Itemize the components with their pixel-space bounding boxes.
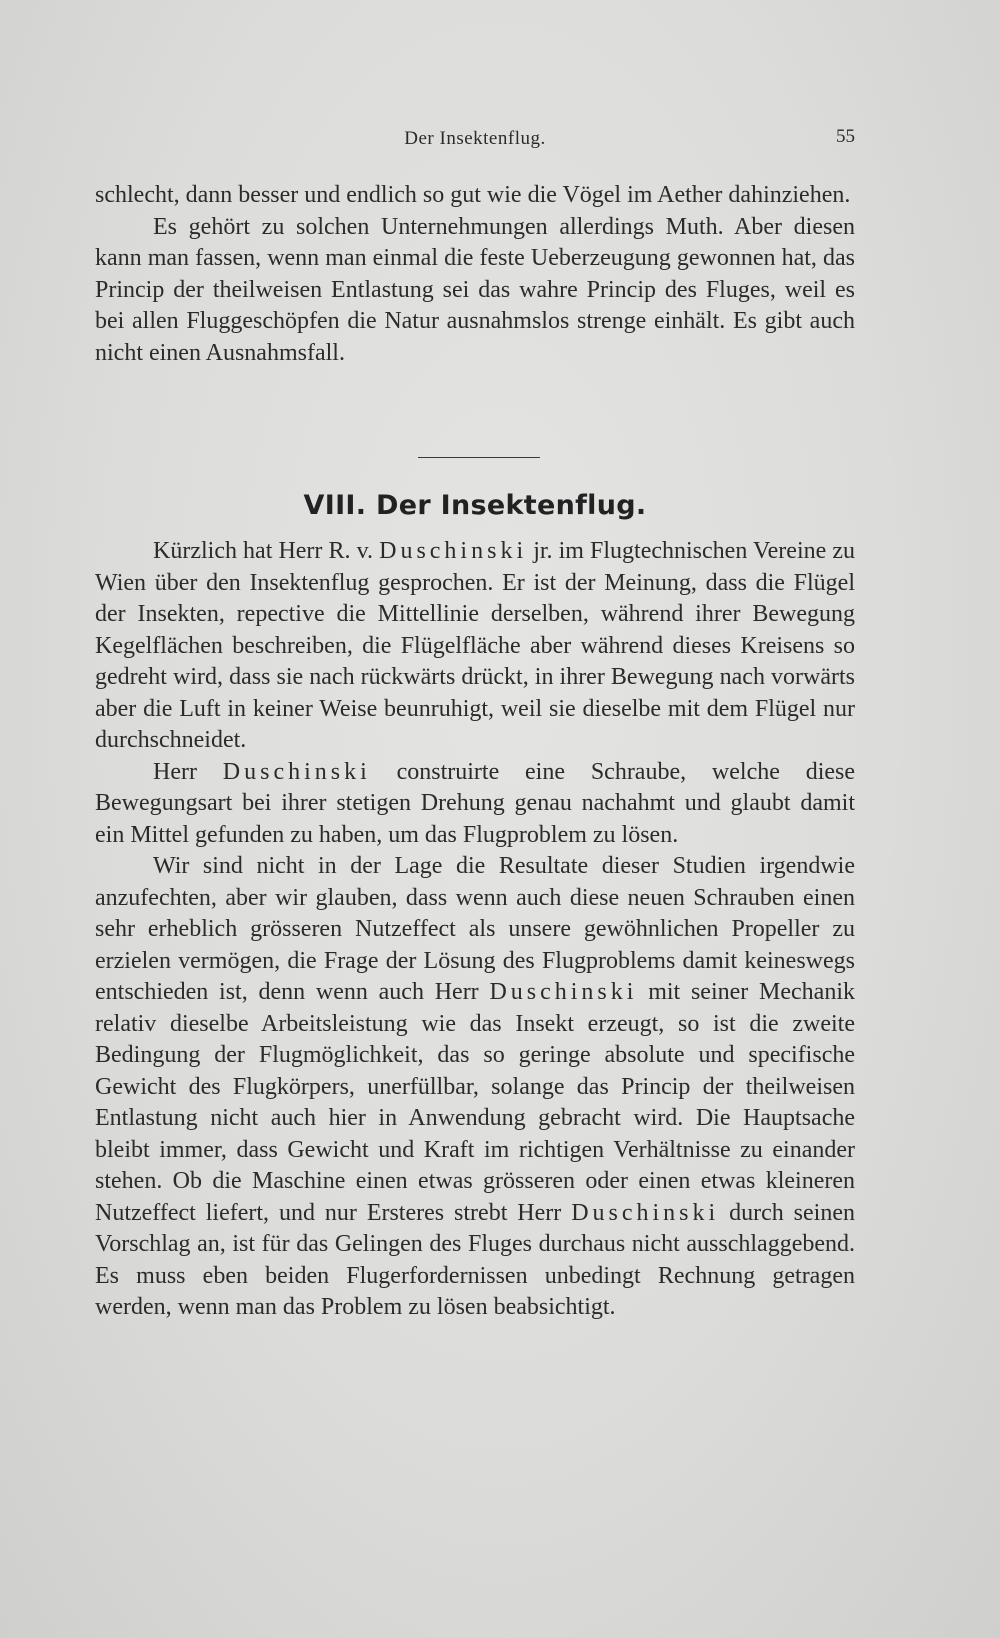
paragraph-text: durch seinen Vorschlag an, ist für das Gelingen des Fluges durchaus nicht ausschlaggebend. Es muss eben beiden Flugerfordernissen unbedingt Rechnung getragen werden, wenn man das Problem zu lösen beabsichtigt. xyxy=(95,1199,855,1320)
running-head xyxy=(95,128,855,156)
running-title: Der Insektenflug. xyxy=(404,128,546,149)
paragraph-text: jr. im Flugtechnischen Vereine zu Wien über den Insektenflug gesprochen. Er ist der Meinung, dass die Flügel der Insekten, repective die Mittellinie derselben, während ihrer Bewegung Kegelflächen beschreiben, die Flügelfläche aber während dieses Kreisens so gedreht wird, dass sie nach rückwärts drückt, in ihrer Bewegung nach vorwärts aber die Luft in keiner Weise beunruhigt, weil sie dieselbe mit dem Flügel nur durchschneidet. xyxy=(95,538,855,753)
page-number: 55 xyxy=(836,126,855,147)
person-name: Duschinski xyxy=(489,979,638,1005)
section-paragraph-1 xyxy=(95,536,855,757)
person-name: Duschinski xyxy=(222,758,371,785)
person-name: Duschinski xyxy=(571,1199,720,1226)
section-divider xyxy=(418,457,540,458)
intro-paragraph-1: schlecht, dann besser und endlich so gut wie die Vögel im Aether dahinziehen. xyxy=(95,182,851,208)
intro-text xyxy=(95,180,855,369)
paragraph-text: construirte eine Schraube, welche diese Bewegungsart bei ihrer stetigen Drehung genau nachahmt und glaubt damit ein Mittel gefunden zu haben, um das Flugproblem zu lösen. xyxy=(95,758,856,848)
paragraph-text: mit seiner Mechanik relativ dieselbe Arbeitsleistung wie das Insekt erzeugt, so ist die zweite Bedingung der Flugmöglichkeit, das so geringe absolute und specifische Gewicht des Flugkörpers, unerfüllbar, solange das Princip der theilweisen Entlastung nicht auch hier in Anwendung gebracht wird. Die Hauptsache bleibt immer, dass Gewicht und Kraft im richtigen Verhältnisse zu einander stehen. Ob die Maschine einen etwas grösseren oder einen etwas kleineren Nutzeffect liefert, und nur Ersteres strebt Herr xyxy=(95,979,855,1226)
section-text xyxy=(95,536,855,1324)
paragraph-text: Wir sind nicht in der Lage die Resultate dieser Studien irgendwie anzufechten, aber wir glauben, dass wenn auch diese neuen Schrauben einen sehr erheblich grösseren Nutzeffect als unsere gewöhnlichen Propeller zu erzielen vermögen, die Frage der Lösung des Flugproblems damit keineswegs entschieden ist, denn wenn auch Herr xyxy=(95,853,855,1005)
person-name: Duschinski xyxy=(379,538,528,564)
section-heading: VIII. Der Insektenflug. xyxy=(303,490,647,521)
paragraph-text: Kürzlich hat Herr R. v. xyxy=(153,538,380,564)
intro-paragraph-2: Es gehört zu solchen Unternehmungen allerdings Muth. Aber diesen kann man fassen, wenn man einmal die feste Ueberzeugung gewonnen hat, das Princip der theilweisen Entlastung sei das wahre Princip des Fluges, weil es bei allen Fluggeschöpfen die Natur ausnahmslos strenge einhält. Es gibt auch nicht einen Ausnahmsfall. xyxy=(95,213,855,366)
section-paragraph-3 xyxy=(95,851,855,1324)
section-paragraph-2 xyxy=(95,757,855,852)
paragraph-text: Herr xyxy=(153,758,223,785)
